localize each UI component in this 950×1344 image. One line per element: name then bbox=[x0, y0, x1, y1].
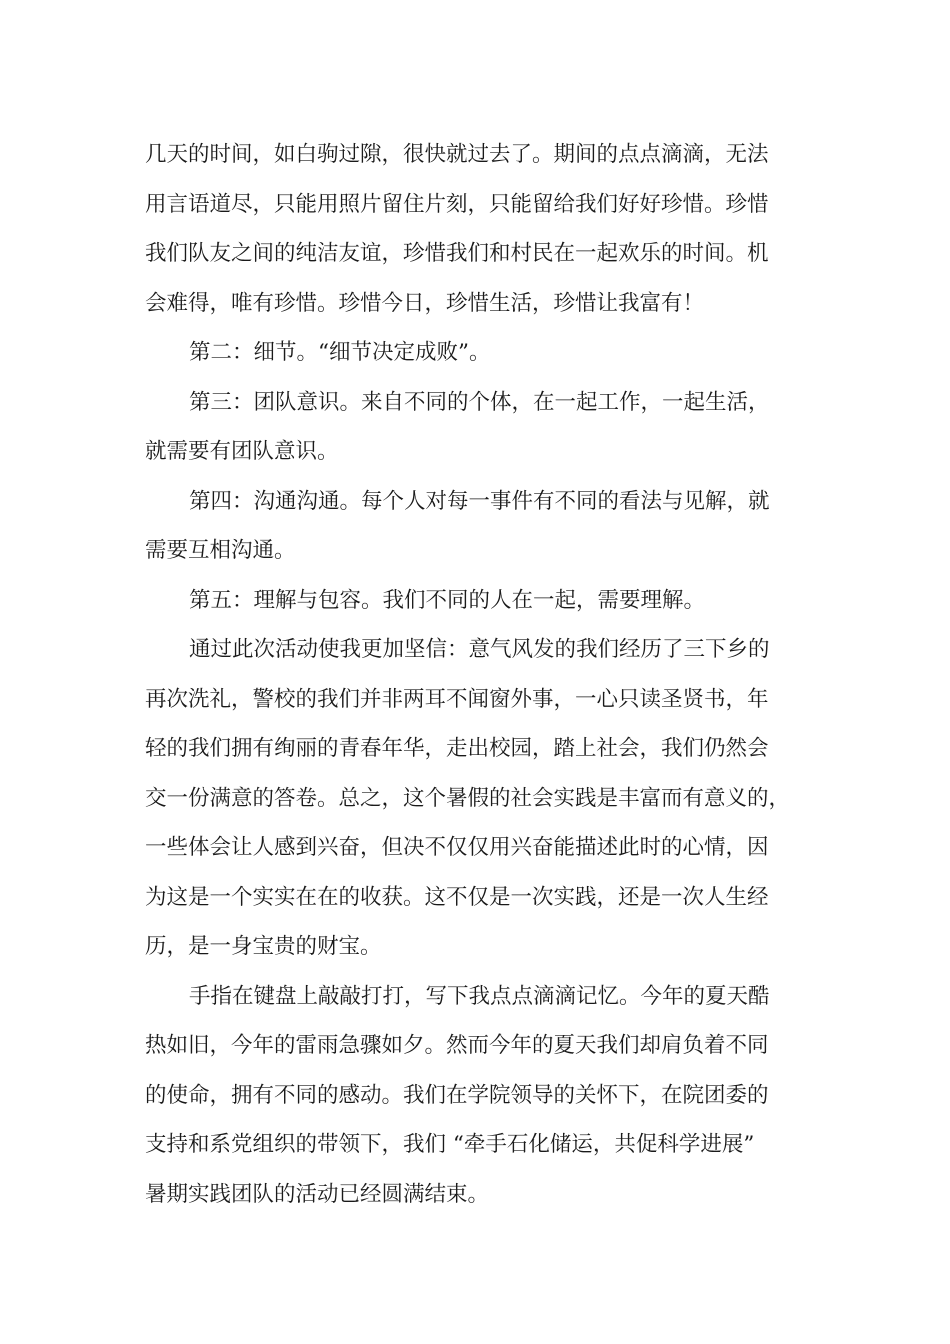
text-line: 第二：细节。“细节决定成败”。 bbox=[189, 340, 491, 365]
text-line: 手指在键盘上敲敲打打，写下我点点滴滴记忆。今年的夏天酷 bbox=[189, 983, 770, 1009]
paragraph bbox=[145, 625, 810, 972]
paragraph bbox=[145, 576, 810, 626]
paragraph bbox=[145, 972, 810, 1220]
text-line: 会难得，唯有珍惜。珍惜今日，珍惜生活，珍惜让我富有！ bbox=[145, 290, 705, 316]
paragraph bbox=[145, 328, 810, 378]
text-line: 为这是一个实实在在的收获。这不仅是一次实践，还是一次人生经 bbox=[145, 884, 769, 910]
text-line: 通过此次活动使我更加坚信：意气风发的我们经历了三下乡的 bbox=[189, 637, 770, 662]
text-line: 我们队友之间的纯洁友谊，珍惜我们和村民在一起欢乐的时间。机 bbox=[145, 241, 769, 266]
text-line: 暑期实践团队的活动已经圆满结束。 bbox=[145, 1181, 490, 1207]
paragraph bbox=[145, 477, 810, 576]
paragraph bbox=[145, 378, 810, 477]
document-body bbox=[145, 130, 810, 1219]
text-line: 第三：团队意识。来自不同的个体，在一起工作，一起生活， bbox=[189, 389, 770, 415]
text-line: 用言语道尽，只能用照片留住片刻，只能留给我们好好珍惜。珍惜 bbox=[145, 191, 769, 217]
text-line: 第五：理解与包容。我们不同的人在一起，需要理解。 bbox=[189, 587, 706, 613]
text-line: 需要互相沟通。 bbox=[145, 538, 296, 563]
text-line: 第四：沟通沟通。每个人对每一事件有不同的看法与见解，就 bbox=[189, 488, 770, 514]
paragraph bbox=[145, 130, 810, 328]
text-line: 支持和系党组织的带领下，我们 “牵手石化储运，共促科学进展” bbox=[145, 1132, 755, 1157]
text-line: 历，是一身宝贵的财宝。 bbox=[145, 934, 382, 959]
text-line: 一些体会让人感到兴奋，但决不仅仅用兴奋能描述此时的心情，因 bbox=[145, 835, 769, 860]
text-line: 几天的时间，如白驹过隙，很快就过去了。期间的点点滴滴，无法 bbox=[145, 142, 769, 167]
text-line: 的使命，拥有不同的感动。我们在学院领导的关怀下，在院团委的 bbox=[145, 1082, 769, 1108]
text-line: 热如旧，今年的雷雨急骤如夕。然而今年的夏天我们却肩负着不同 bbox=[145, 1033, 769, 1058]
text-line: 再次洗礼，警校的我们并非两耳不闻窗外事，一心只读圣贤书，年 bbox=[145, 686, 769, 712]
text-line: 交一份满意的答卷。总之，这个暑假的社会实践是丰富而有意义的， bbox=[145, 785, 791, 811]
text-line: 就需要有团队意识。 bbox=[145, 439, 339, 464]
text-line: 轻的我们拥有绚丽的青春年华，走出校园，踏上社会，我们仍然会 bbox=[145, 736, 769, 761]
